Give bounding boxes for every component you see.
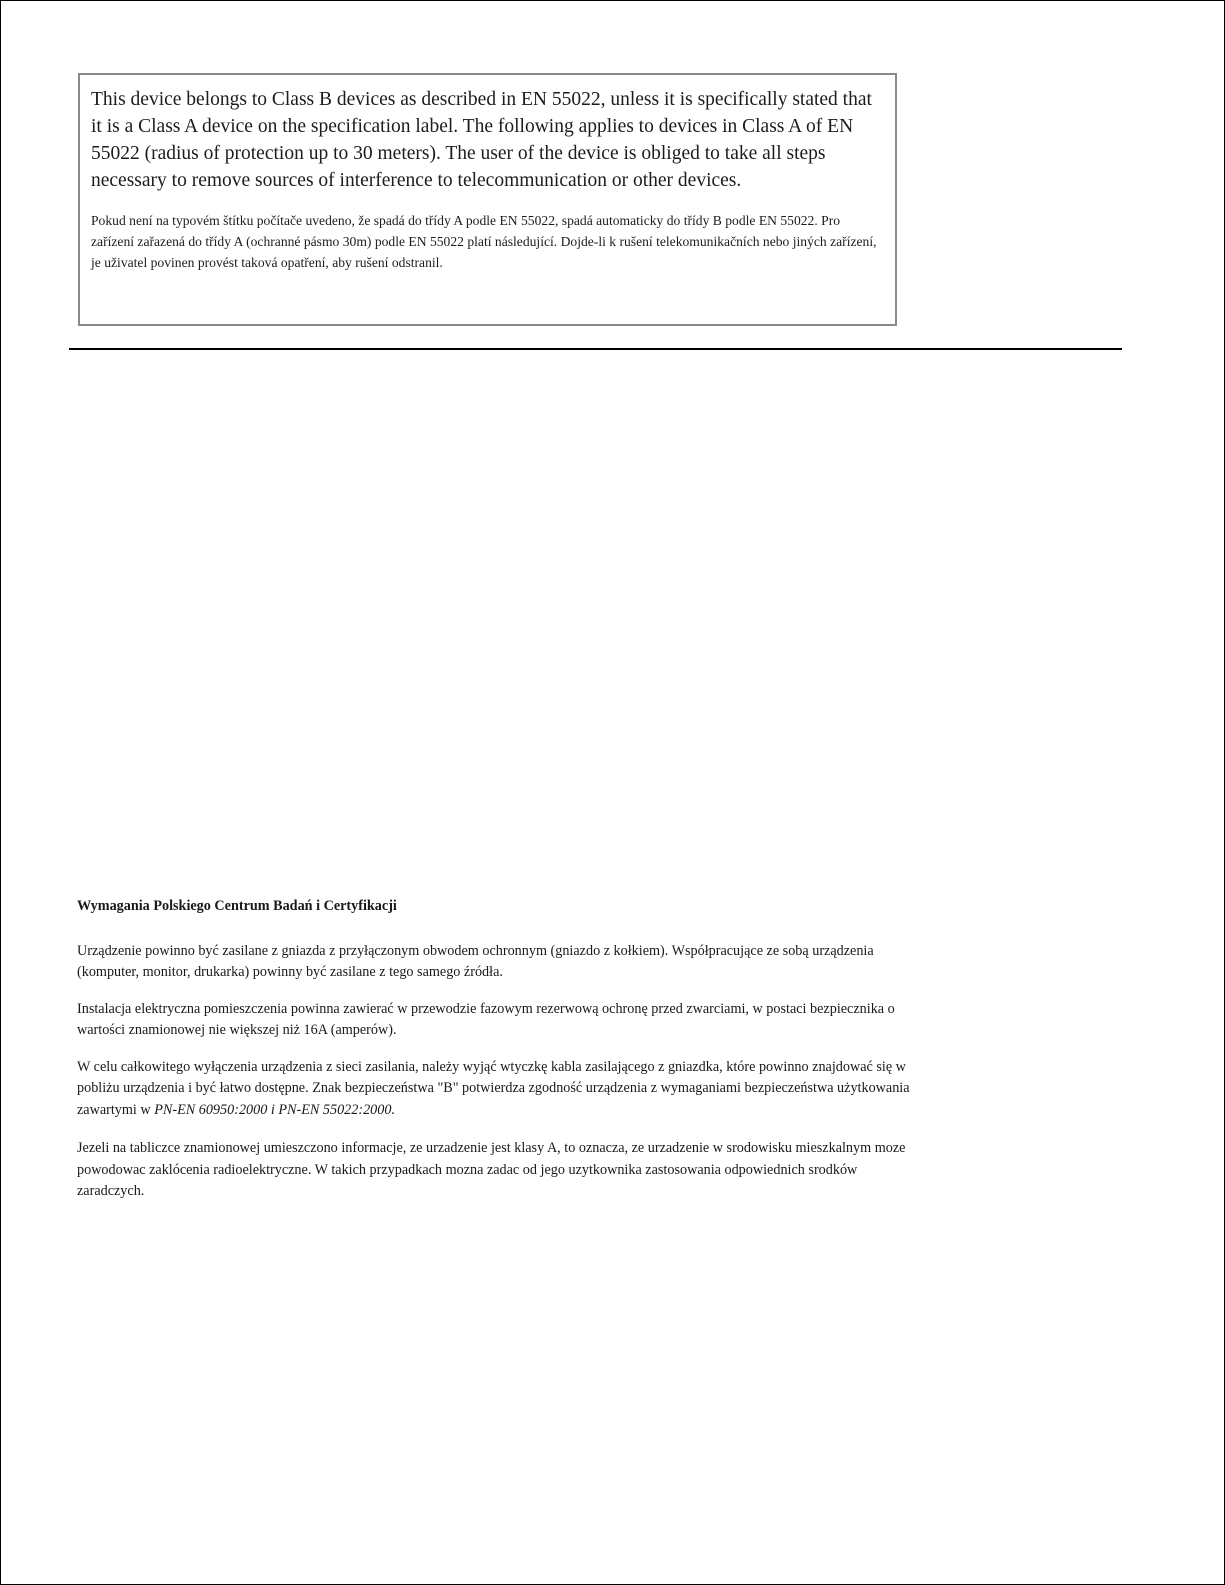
pcbc-standards-reference: PN-EN 60950:2000 i PN-EN 55022:2000. [154,1101,395,1118]
pcbc-paragraph-class-a: Jezeli na tabliczce znamionowej umieszczono informacje, ze urzadzenie jest klasy A, to oznacza, ze urzadzenie w srodowisku mieszkalnym moze powodowac zaklócenia radioelektryczne. W takich przypadkach mozna zadac od jego uzytkownika zastosowania odpowiednich srodków zaradczych. [77,1140,906,1199]
pcbc-title: Wymagania Polskiego Centrum Badań i Certyfikacji [77,898,397,914]
emc-notice-czech: Pokud není na typovém štítku počítače uvedeno, že spadá do třídy A podle EN 55022, spadá automaticky do třídy B podle EN 55022. Pro zařízení zařazená do třídy A (ochranné pásmo 30m) podle EN 55022 platí následující. Dojde-li k rušení telekomunikačních nebo jiných zařízení, je uživatel povinen provést taková opatření, aby rušení odstranil. [91,213,877,270]
pcbc-paragraph-disconnect-text: W celu całkowitego wyłączenia urządzenia z sieci zasilania, należy wyjąć wtyczkę kabla zasilającego z gniazdka, które powinno znajdować się w pobliżu urządzenia i być łatwo dostępne. Znak bezpieczeństwa "B" potwierdza zgodność urządzenia z wymaganiami bezpieczeństwa użytkowania zawartymi w [77,1058,910,1118]
emc-notice-box [78,73,897,326]
pcbc-paragraph-fuse: Instalacja elektryczna pomieszczenia powinna zawierać w przewodzie fazowym rezerwową ochronę przed zwarciami, w postaci bezpiecznika o wartości znamionowej nie większej niż 16A (amperów). [77,1000,895,1038]
pcbc-section [77,896,922,1203]
pcbc-paragraph-grounding: Urządzenie powinno być zasilane z gniazda z przyłączonym obwodem ochronnym (gniazdo z kołkiem). Współpracujące ze sobą urządzenia (komputer, monitor, drukarka) powinny być zasilane z tego samego źródła. [77,942,874,980]
emc-notice-english: This device belongs to Class B devices as described in EN 55022, unless it is specifically stated that it is a Class A device on the specification label. The following applies to devices in Class A of EN 55022 (radius of protection up to 30 meters). The user of the device is obliged to take all steps necessary to remove sources of interference to telecommunication or other devices. [91,89,872,191]
pcbc-paragraph-disconnect [77,1057,922,1122]
section-divider [69,348,1122,350]
